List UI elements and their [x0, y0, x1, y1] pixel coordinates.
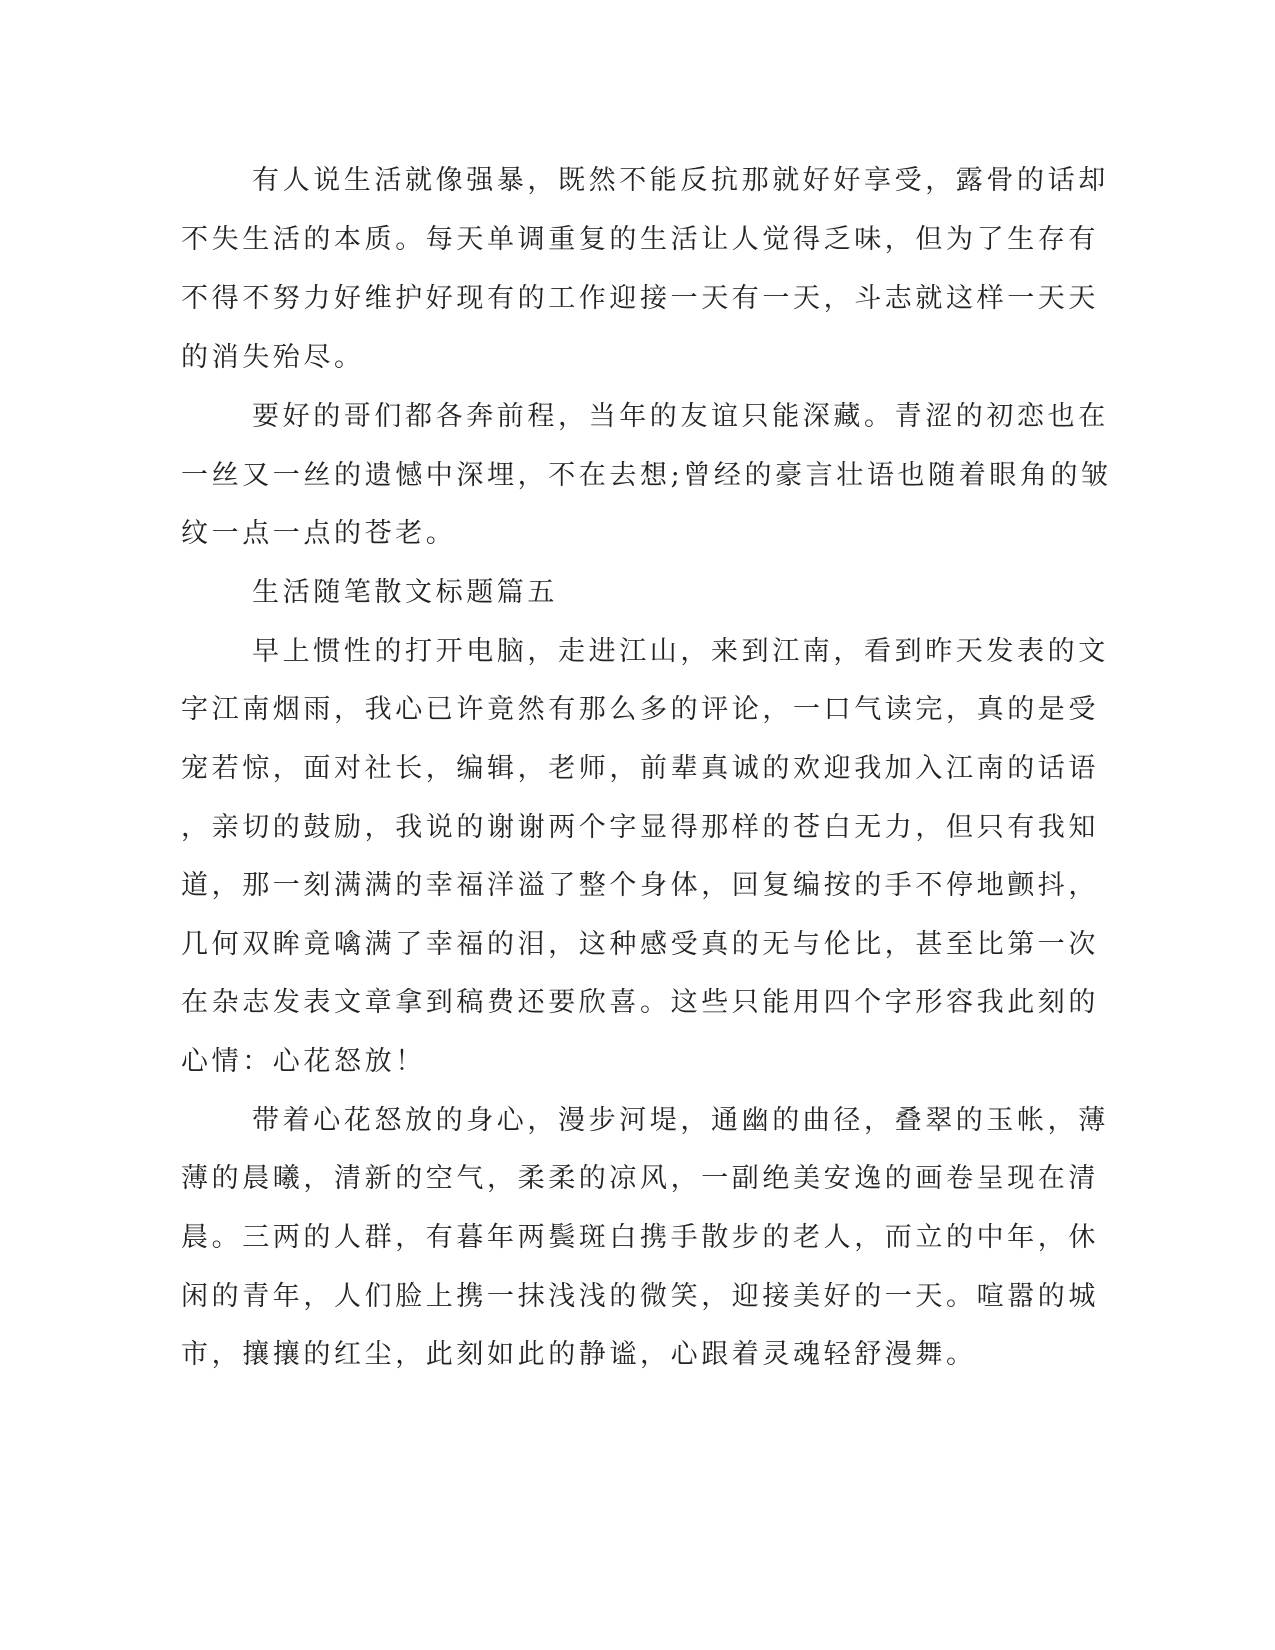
text-line: 不失生活的本质。每天单调重复的生活让人觉得乏味，但为了生存有: [181, 224, 1099, 255]
text-line: 晨。三两的人群，有暮年两鬓斑白携手散步的老人，而立的中年，休: [181, 1222, 1099, 1253]
text-line: 有人说生活就像强暴，既然不能反抗那就好好享受，露骨的话却: [252, 165, 1109, 196]
text-line: 一丝又一丝的遗憾中深埋，不在去想;曾经的豪言壮语也随着眼角的皱: [181, 460, 1112, 491]
text-line: 在杂志发表文章拿到稿费还要欣喜。这些只能用四个字形容我此刻的: [181, 987, 1099, 1018]
text-line: 不得不努力好维护好现有的工作迎接一天有一天，斗志就这样一天天: [181, 283, 1099, 314]
section-heading: 生活随笔散文标题篇五: [252, 577, 558, 608]
text-line: 闲的青年，人们脸上携一抹浅浅的微笑，迎接美好的一天。喧嚣的城: [181, 1281, 1099, 1312]
text-line: 早上惯性的打开电脑，走进江山，来到江南，看到昨天发表的文: [252, 636, 1109, 667]
text-line: 市，攘攘的红尘，此刻如此的静谧，心跟着灵魂轻舒漫舞。: [181, 1339, 977, 1370]
text-line: 心情：心花怒放！: [181, 1046, 426, 1077]
text-line: 要好的哥们都各奔前程，当年的友谊只能深藏。青涩的初恋也在: [252, 401, 1109, 432]
text-line: 字江南烟雨，我心已许竟然有那么多的评论，一口气读完，真的是受: [181, 694, 1099, 725]
text-line: 的消失殆尽。: [181, 342, 365, 373]
text-line: ，亲切的鼓励，我说的谢谢两个字显得那样的苍白无力，但只有我知: [181, 812, 1099, 843]
text-line: 带着心花怒放的身心，漫步河堤，通幽的曲径，叠翠的玉帐，薄: [252, 1105, 1109, 1136]
text-line: 道，那一刻满满的幸福洋溢了整个身体，回复编按的手不停地颤抖，: [181, 870, 1099, 901]
text-line: 宠若惊，面对社长，编辑，老师，前辈真诚的欢迎我加入江南的话语: [181, 753, 1099, 784]
text-line: 纹一点一点的苍老。: [181, 518, 457, 549]
text-line: 几何双眸竟噙满了幸福的泪，这种感受真的无与伦比，甚至比第一次: [181, 929, 1099, 960]
text-line: 薄的晨曦，清新的空气，柔柔的凉风，一副绝美安逸的画卷呈现在清: [181, 1163, 1099, 1194]
